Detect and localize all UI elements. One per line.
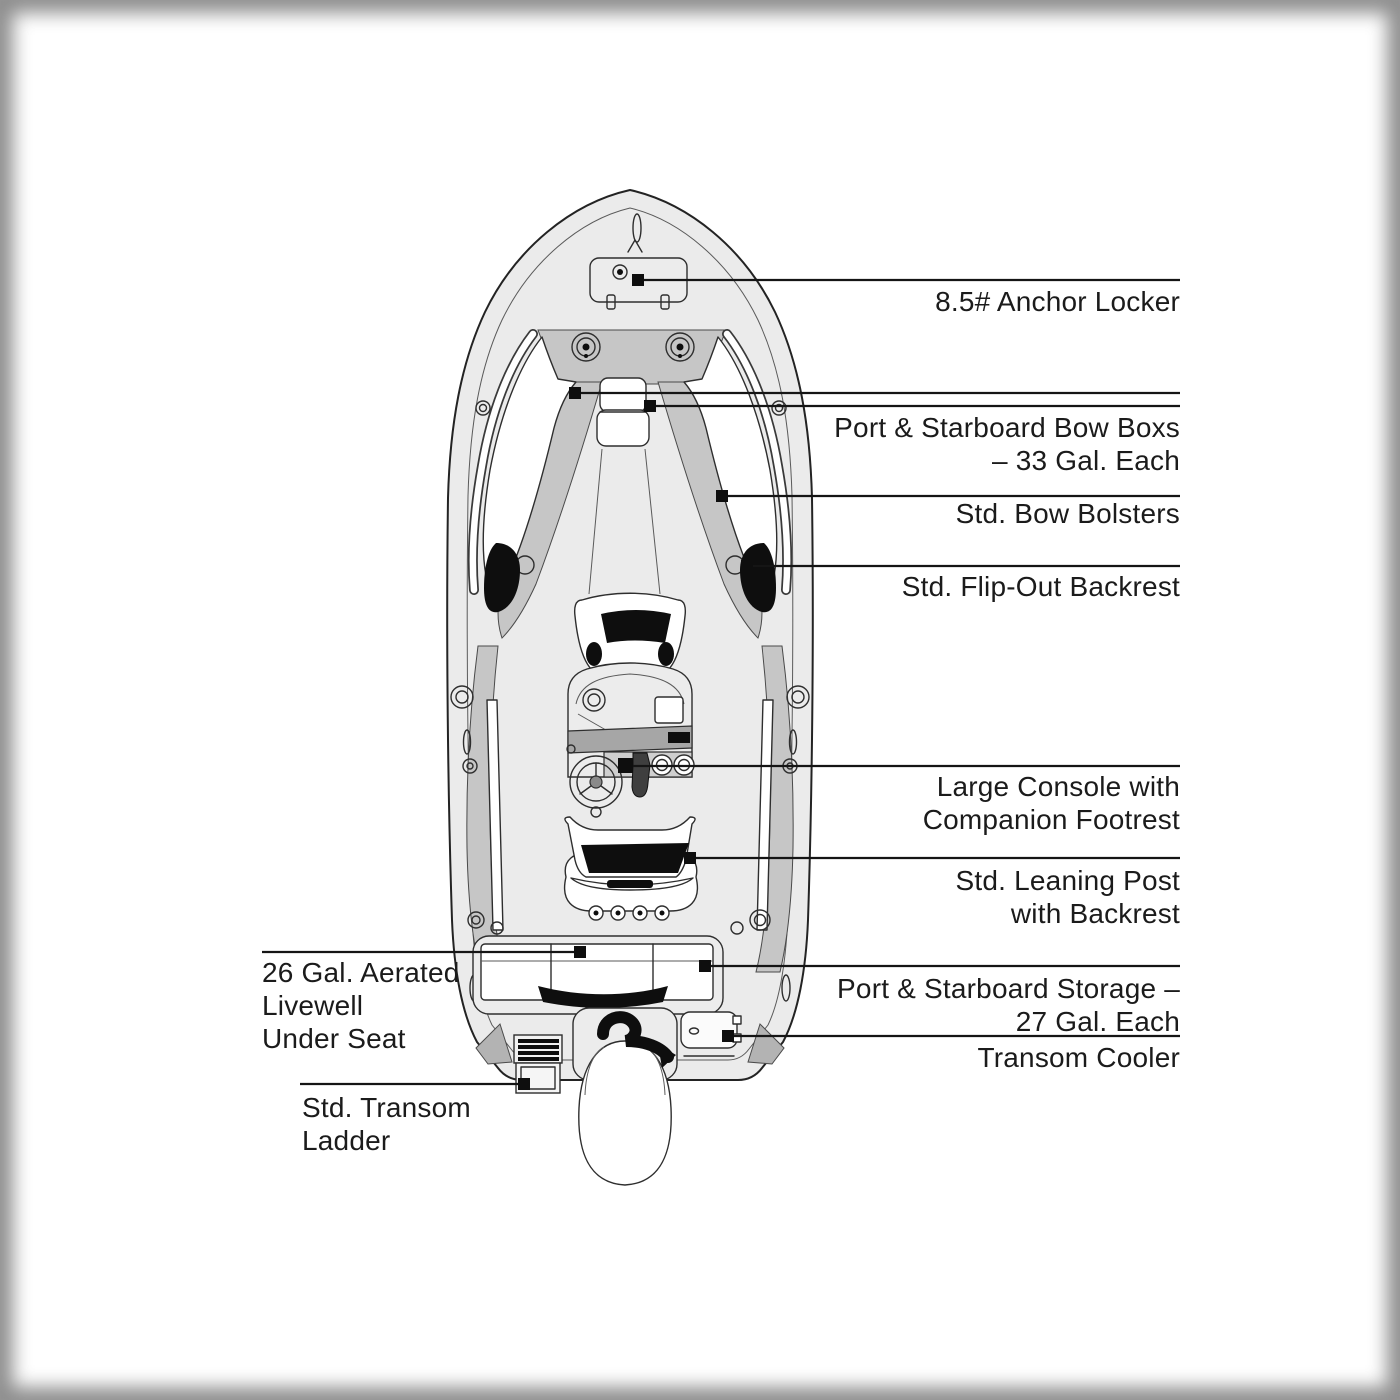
- throttle-control: [632, 753, 650, 797]
- leader-marker-anchor: [632, 274, 644, 286]
- callout-anchor-locker: [935, 285, 1180, 318]
- cooler-latch-top: [733, 1016, 741, 1024]
- stern-bench-group: [473, 936, 723, 1014]
- callout-text: 26 Gal. Aerated: [262, 957, 460, 988]
- leader-marker-leaning-post: [684, 852, 696, 864]
- leader-marker-storage: [699, 960, 711, 972]
- console-radio: [668, 732, 690, 743]
- leader-marker-flip-out: [741, 560, 753, 572]
- callout-text: Transom Cooler: [977, 1042, 1180, 1073]
- leaning-post-group: [565, 817, 698, 920]
- steering-wheel-hub: [590, 776, 602, 788]
- callout-text: Port & Starboard Storage –: [837, 973, 1180, 1004]
- center-bow-seat-top: [600, 378, 646, 412]
- callout-transom-ladder: [302, 1091, 471, 1157]
- callout-storage: [837, 972, 1180, 1038]
- callout-bow-boxes: [834, 411, 1180, 477]
- callout-transom-cooler: [978, 1041, 1181, 1074]
- callout-text: Std. Flip-Out Backrest: [901, 571, 1180, 602]
- center-bow-seat-bottom: [597, 410, 649, 446]
- outboard-motor-cowl: [579, 1041, 671, 1185]
- callout-text: 27 Gal. Each: [1015, 1006, 1180, 1037]
- leader-marker-bow-box-port: [569, 387, 581, 399]
- callout-text: Port & Starboard Bow Boxs: [834, 412, 1180, 443]
- console-vent: [655, 697, 683, 723]
- callout-text: Std. Leaning Post: [955, 865, 1180, 896]
- callout-text: Std. Transom: [302, 1092, 471, 1123]
- leaning-post-grab-bar: [607, 880, 653, 888]
- ladder-step-3: [518, 1051, 559, 1055]
- callout-livewell: [262, 956, 460, 1055]
- leaning-post-cushion: [581, 843, 689, 873]
- seat-bolster-port: [586, 642, 602, 666]
- seat-bolster-starboard: [658, 642, 674, 666]
- callout-flip-out-backrest: [902, 570, 1180, 603]
- callout-text: with Backrest: [1010, 898, 1180, 929]
- leader-marker-livewell: [574, 946, 586, 958]
- callout-text: – 33 Gal. Each: [991, 445, 1180, 476]
- ladder-step-4: [518, 1057, 559, 1061]
- leader-marker-ladder: [518, 1078, 530, 1090]
- callout-text: Std. Bow Bolsters: [955, 498, 1180, 529]
- leader-marker-console: [618, 758, 633, 773]
- callout-text: Companion Footrest: [922, 804, 1180, 835]
- callout-text: Livewell: [262, 990, 364, 1021]
- callout-text: Ladder: [302, 1125, 391, 1156]
- callout-leaning-post: [956, 864, 1180, 930]
- leader-marker-bow-bolsters: [716, 490, 728, 502]
- callout-text: 8.5# Anchor Locker: [935, 286, 1180, 317]
- anchor-locker-pull-center: [617, 269, 623, 275]
- callout-bow-bolsters: [956, 497, 1180, 530]
- leader-marker-bow-box-starboard: [644, 400, 656, 412]
- leader-marker-cooler: [722, 1030, 734, 1042]
- callout-console: [923, 770, 1180, 836]
- bow-deck: [538, 330, 726, 384]
- console-seat-windshield: [601, 610, 671, 643]
- callout-text: Under Seat: [262, 1023, 406, 1054]
- ladder-step-1: [518, 1039, 559, 1043]
- ladder-step-2: [518, 1045, 559, 1049]
- callout-text: Large Console with: [936, 771, 1180, 802]
